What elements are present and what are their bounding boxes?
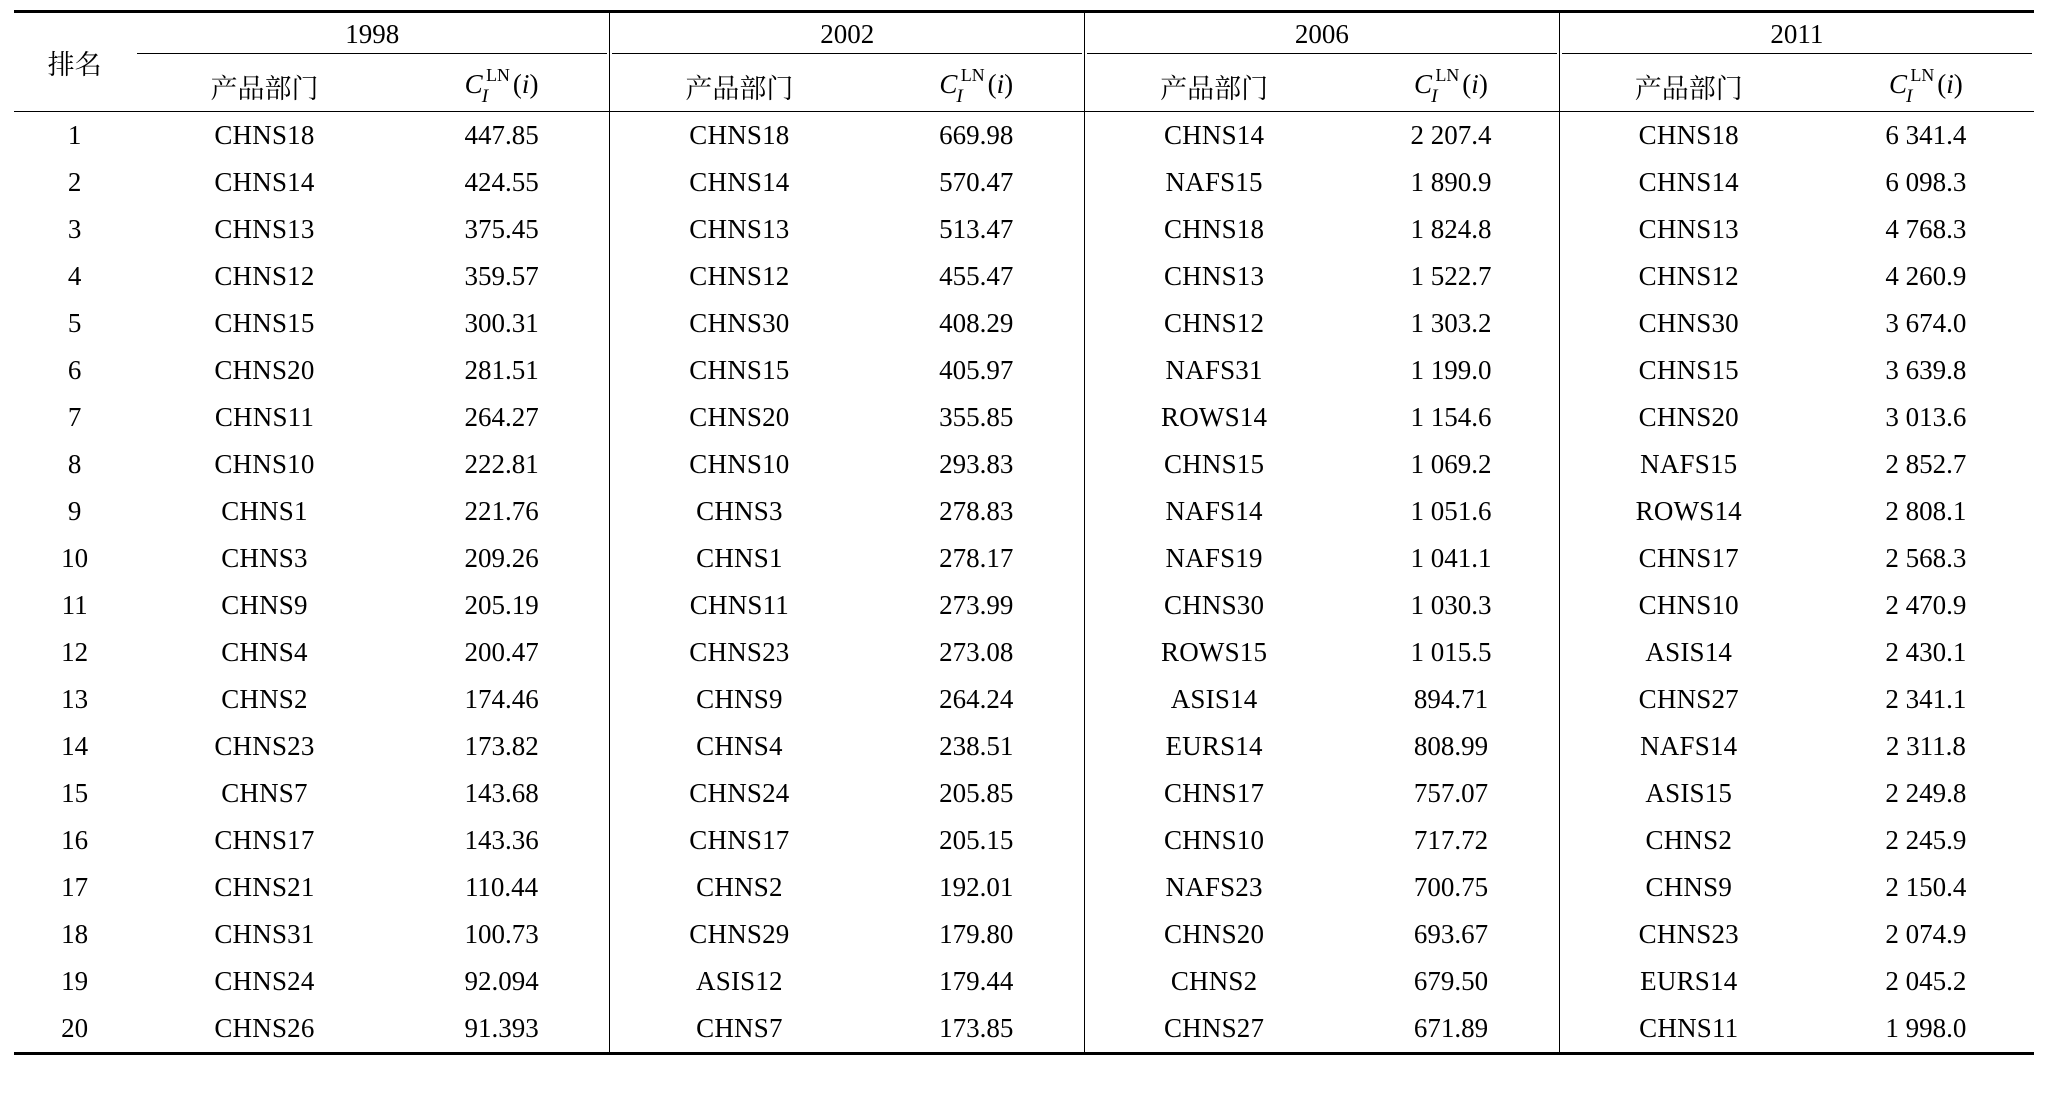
cell-sector: CHNS13 — [1085, 253, 1344, 300]
cell-value: 92.094 — [464, 966, 539, 996]
ci-ln-symbol: $C_I^{LN}$ (i) — [939, 64, 1014, 108]
column-header-value-2011 — [1818, 61, 2034, 112]
cell-sector: CHNS9 — [1559, 864, 1818, 911]
cell-rank: 10 — [61, 543, 89, 573]
cell-value: 717.72 — [1413, 825, 1489, 855]
cell-rank: 4 — [67, 261, 82, 291]
cell-sector: CHNS10 — [214, 449, 315, 479]
cell-rank: 15 — [61, 778, 89, 808]
cell-value: 174.46 — [464, 684, 539, 714]
cell-sector: CHNS10 — [610, 441, 869, 488]
table-row — [14, 441, 2034, 488]
header-row-subheads — [14, 61, 2034, 112]
cell-rank: 11 — [61, 590, 88, 620]
cell-value: 278.17 — [939, 543, 1014, 573]
cell-value: 1 824.8 — [1410, 214, 1492, 244]
cell-sector: CHNS1 — [610, 535, 869, 582]
table-row — [14, 300, 2034, 347]
cell-value: 273.08 — [939, 637, 1014, 667]
cell-rank: 20 — [14, 1005, 135, 1054]
cell-value: 894.71 — [1413, 684, 1489, 714]
cell-sector: CHNS2 — [1559, 817, 1818, 864]
year-label: 2011 — [1562, 20, 2032, 53]
table-row — [14, 394, 2034, 441]
ranking-table — [14, 10, 2034, 1055]
cell-value: 205.85 — [939, 778, 1014, 808]
cell-value: 1 303.2 — [1410, 308, 1492, 338]
cell-value: 179.80 — [939, 919, 1014, 949]
cell-sector: ROWS14 — [1085, 394, 1344, 441]
cell-value: 3 013.6 — [1885, 402, 1967, 432]
cell-sector: CHNS15 — [214, 308, 315, 338]
cell-sector: CHNS11 — [610, 582, 869, 629]
cell-sector: CHNS3 — [610, 488, 869, 535]
cell-value: 100.73 — [464, 919, 539, 949]
ci-ln-symbol: $C_I^{LN}$ (i) — [464, 64, 539, 108]
cell-sector: CHNS3 — [221, 543, 308, 573]
cell-value: 143.68 — [464, 778, 539, 808]
column-header-value-2006 — [1343, 61, 1559, 112]
cell-rank: 14 — [61, 731, 89, 761]
cell-value: 570.47 — [939, 167, 1014, 197]
cell-value: 110.44 — [464, 872, 539, 902]
cell-sector: CHNS13 — [1559, 206, 1818, 253]
cell-value: 300.31 — [464, 308, 539, 338]
cell-sector: CHNS20 — [610, 394, 869, 441]
cell-value: 179.44 — [939, 966, 1014, 996]
cell-value: 1 154.6 — [1410, 402, 1492, 432]
cell-sector: CHNS23 — [610, 629, 869, 676]
table-row — [14, 911, 2034, 958]
cell-rank: 17 — [61, 872, 89, 902]
cell-value: 1 030.3 — [1410, 590, 1492, 620]
cell-value: 455.47 — [939, 261, 1014, 291]
cell-value: 408.29 — [939, 308, 1014, 338]
cell-value: 808.99 — [1413, 731, 1489, 761]
cell-rank: 16 — [61, 825, 89, 855]
cell-sector: CHNS24 — [214, 966, 315, 996]
cell-value: 1 998.0 — [1818, 1005, 2034, 1054]
cell-sector: NAFS31 — [1085, 347, 1344, 394]
cell-sector: CHNS10 — [1085, 817, 1344, 864]
cell-sector: CHNS18 — [1559, 112, 1818, 160]
cell-sector: ASIS12 — [610, 958, 869, 1005]
cell-sector: CHNS2 — [610, 864, 869, 911]
cell-sector: NAFS19 — [1085, 535, 1344, 582]
cell-sector: CHNS14 — [214, 167, 315, 197]
cell-value: 693.67 — [1413, 919, 1489, 949]
year-label: 2006 — [1087, 20, 1557, 53]
table-row — [14, 723, 2034, 770]
cell-sector: CHNS20 — [1559, 394, 1818, 441]
cell-sector: CHNS10 — [1559, 582, 1818, 629]
column-header-sector-1998: 产品部门 — [210, 73, 319, 104]
cell-value: 173.82 — [464, 731, 539, 761]
cell-value: 2 245.9 — [1885, 825, 1967, 855]
header-row-years — [14, 12, 2034, 62]
cell-sector: CHNS23 — [1559, 911, 1818, 958]
cell-sector: CHNS30 — [1085, 582, 1344, 629]
cell-value: 293.83 — [939, 449, 1014, 479]
column-header-value-2002 — [868, 61, 1084, 112]
table-row — [14, 112, 2034, 160]
cell-value: 6 098.3 — [1885, 167, 1967, 197]
cell-sector: NAFS14 — [1085, 488, 1344, 535]
cell-sector: CHNS27 — [1559, 676, 1818, 723]
column-header-year-1998 — [135, 12, 610, 62]
table-row — [14, 958, 2034, 1005]
cell-value: 2 311.8 — [1885, 731, 1966, 761]
cell-value: 2 341.1 — [1885, 684, 1967, 714]
cell-value: 278.83 — [939, 496, 1014, 526]
cell-sector: NAFS15 — [1085, 159, 1344, 206]
table-row — [14, 1005, 2034, 1054]
cell-value: 192.01 — [939, 872, 1014, 902]
cell-value: 238.51 — [939, 731, 1014, 761]
cell-value: 2 430.1 — [1885, 637, 1967, 667]
ci-ln-symbol: $C_I^{LN}$ (i) — [1889, 64, 1963, 108]
table-row — [14, 488, 2034, 535]
cell-value: 4 260.9 — [1885, 261, 1967, 291]
table-row — [14, 582, 2034, 629]
column-header-year-2002 — [610, 12, 1085, 62]
cell-sector: CHNS17 — [1559, 535, 1818, 582]
column-header-sector-2002: 产品部门 — [610, 61, 869, 112]
cell-value: 3 639.8 — [1885, 355, 1967, 385]
cell-rank: 9 — [67, 496, 82, 526]
cell-value: 200.47 — [464, 637, 539, 667]
cell-value: 173.85 — [868, 1005, 1084, 1054]
cell-sector: ASIS14 — [1559, 629, 1818, 676]
cell-sector: EURS14 — [1085, 723, 1344, 770]
column-header-rank: 排名 — [14, 12, 135, 112]
cell-value: 221.76 — [464, 496, 539, 526]
table-row — [14, 159, 2034, 206]
cell-sector: CHNS18 — [1085, 206, 1344, 253]
cell-sector: CHNS27 — [1085, 1005, 1344, 1054]
table-row — [14, 253, 2034, 300]
cell-sector: CHNS11 — [214, 402, 315, 432]
cell-rank: 1 — [14, 112, 135, 160]
table-row — [14, 206, 2034, 253]
cell-value: 757.07 — [1413, 778, 1489, 808]
column-header-year-2011 — [1559, 12, 2034, 62]
cell-sector: CHNS30 — [610, 300, 869, 347]
cell-sector: CHNS18 — [135, 112, 394, 160]
cell-sector: CHNS20 — [214, 355, 315, 385]
cell-value: 2 150.4 — [1885, 872, 1967, 902]
cell-sector: CHNS2 — [1085, 958, 1344, 1005]
cell-sector: CHNS17 — [610, 817, 869, 864]
cell-value: 209.26 — [464, 543, 539, 573]
cell-value: 1 051.6 — [1410, 496, 1492, 526]
cell-value: 205.15 — [939, 825, 1014, 855]
cell-value: 2 074.9 — [1885, 919, 1967, 949]
cell-sector: CHNS24 — [610, 770, 869, 817]
cell-rank: 3 — [67, 214, 82, 244]
cell-sector: CHNS23 — [214, 731, 315, 761]
table-row — [14, 770, 2034, 817]
cell-sector: CHNS9 — [610, 676, 869, 723]
cell-value: 1 069.2 — [1410, 449, 1492, 479]
cell-sector: CHNS14 — [1559, 159, 1818, 206]
cell-sector: CHNS4 — [610, 723, 869, 770]
cell-rank: 5 — [67, 308, 82, 338]
cell-rank: 7 — [67, 402, 82, 432]
column-header-year-2006 — [1085, 12, 1560, 62]
cell-value: 671.89 — [1343, 1005, 1559, 1054]
cell-sector: CHNS17 — [1085, 770, 1344, 817]
cell-value: 359.57 — [464, 261, 539, 291]
cell-sector: CHNS29 — [610, 911, 869, 958]
cell-value: 700.75 — [1413, 872, 1489, 902]
cell-value: 6 341.4 — [1818, 112, 2034, 160]
cell-sector: CHNS12 — [1559, 253, 1818, 300]
cell-value: 264.24 — [939, 684, 1014, 714]
table-row — [14, 676, 2034, 723]
cell-rank: 18 — [61, 919, 89, 949]
cell-value: 2 207.4 — [1343, 112, 1559, 160]
column-header-sector-2006: 产品部门 — [1085, 61, 1344, 112]
cell-value: 143.36 — [464, 825, 539, 855]
cell-value: 222.81 — [464, 449, 539, 479]
cell-value: 405.97 — [939, 355, 1014, 385]
table-row — [14, 817, 2034, 864]
table-row — [14, 347, 2034, 394]
cell-value: 513.47 — [939, 214, 1014, 244]
cell-value: 1 522.7 — [1410, 261, 1492, 291]
cell-sector: CHNS4 — [221, 637, 308, 667]
cell-value: 2 808.1 — [1885, 496, 1967, 526]
cell-value: 669.98 — [868, 112, 1084, 160]
cell-sector: ASIS14 — [1085, 676, 1344, 723]
cell-sector: CHNS17 — [214, 825, 315, 855]
cell-sector: CHNS11 — [1559, 1005, 1818, 1054]
cell-rank: 8 — [67, 449, 82, 479]
cell-sector: CHNS14 — [1085, 112, 1344, 160]
cell-sector: CHNS12 — [1085, 300, 1344, 347]
cell-value: 2 470.9 — [1885, 590, 1967, 620]
cell-sector: NAFS23 — [1085, 864, 1344, 911]
cell-sector: NAFS15 — [1559, 441, 1818, 488]
cell-sector: CHNS7 — [221, 778, 308, 808]
cell-sector: CHNS12 — [214, 261, 315, 291]
cell-sector: CHNS15 — [610, 347, 869, 394]
cell-sector: ASIS15 — [1559, 770, 1818, 817]
cell-sector: CHNS15 — [1559, 347, 1818, 394]
cell-sector: EURS14 — [1559, 958, 1818, 1005]
cell-rank: 6 — [67, 355, 82, 385]
cell-sector: CHNS7 — [610, 1005, 869, 1054]
cell-value: 91.393 — [394, 1005, 610, 1054]
cell-sector: CHNS18 — [610, 112, 869, 160]
cell-rank: 13 — [61, 684, 89, 714]
cell-sector: CHNS26 — [135, 1005, 394, 1054]
cell-sector: ROWS14 — [1559, 488, 1818, 535]
cell-sector: ROWS15 — [1085, 629, 1344, 676]
cell-sector: CHNS30 — [1559, 300, 1818, 347]
cell-sector: CHNS15 — [1085, 441, 1344, 488]
cell-sector: CHNS13 — [214, 214, 315, 244]
cell-rank: 12 — [61, 637, 89, 667]
table-row — [14, 535, 2034, 582]
cell-sector: CHNS12 — [610, 253, 869, 300]
cell-sector: CHNS20 — [1085, 911, 1344, 958]
cell-rank: 19 — [61, 966, 89, 996]
cell-value: 679.50 — [1413, 966, 1489, 996]
column-header-value-1998 — [394, 61, 610, 112]
cell-value: 355.85 — [939, 402, 1014, 432]
cell-value: 2 568.3 — [1885, 543, 1967, 573]
cell-value: 281.51 — [464, 355, 539, 385]
cell-sector: CHNS13 — [610, 206, 869, 253]
cell-value: 375.45 — [464, 214, 539, 244]
cell-value: 1 015.5 — [1410, 637, 1492, 667]
year-label: 1998 — [137, 20, 607, 53]
cell-sector: NAFS14 — [1559, 723, 1818, 770]
cell-value: 4 768.3 — [1885, 214, 1967, 244]
cell-value: 3 674.0 — [1885, 308, 1967, 338]
cell-sector: CHNS1 — [221, 496, 308, 526]
cell-value: 264.27 — [464, 402, 539, 432]
cell-rank: 2 — [67, 167, 82, 197]
cell-sector: CHNS31 — [214, 919, 315, 949]
column-header-sector-2011: 产品部门 — [1559, 61, 1818, 112]
cell-value: 424.55 — [464, 167, 539, 197]
cell-value: 1 199.0 — [1410, 355, 1492, 385]
cell-value: 2 852.7 — [1885, 449, 1967, 479]
cell-sector: CHNS2 — [221, 684, 308, 714]
cell-sector: CHNS21 — [214, 872, 315, 902]
year-label: 2002 — [612, 20, 1082, 53]
cell-sector: CHNS14 — [610, 159, 869, 206]
table-row — [14, 864, 2034, 911]
table-row — [14, 629, 2034, 676]
cell-value: 273.99 — [939, 590, 1014, 620]
cell-value: 2 249.8 — [1885, 778, 1967, 808]
cell-value: 1 041.1 — [1410, 543, 1492, 573]
cell-value: 447.85 — [394, 112, 610, 160]
cell-sector: CHNS9 — [221, 590, 308, 620]
cell-value: 2 045.2 — [1885, 966, 1967, 996]
ci-ln-symbol: $C_I^{LN}$ (i) — [1414, 64, 1488, 108]
cell-value: 205.19 — [464, 590, 539, 620]
cell-value: 1 890.9 — [1410, 167, 1492, 197]
